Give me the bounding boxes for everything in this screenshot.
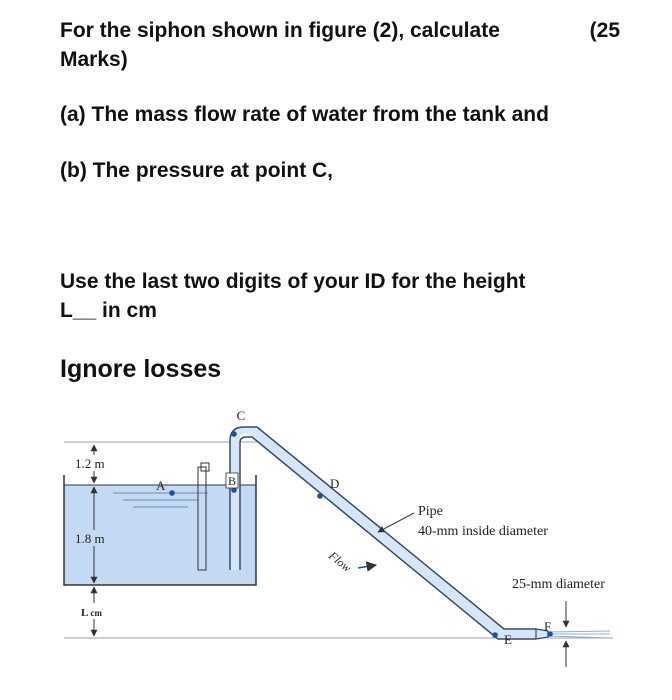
point-b-label: B [227,474,237,488]
point-a-dot [169,490,175,496]
pipe-label: Pipe [418,504,443,519]
point-c-dot [231,431,237,437]
dim-l-label: L cm [81,607,102,619]
point-d-dot [317,493,323,499]
point-d-label: D [330,476,340,491]
point-e-label: E [504,632,512,647]
ignore-losses-heading: Ignore losses [60,355,222,383]
question-line-1 [60,16,620,45]
dim-tank-label: 1.8 m [75,531,105,546]
pipe-diameter-label: 40-mm inside diameter [418,524,548,539]
question-text: For the siphon shown in figure (2), calculate [60,19,500,42]
point-a-label: A [156,478,166,493]
point-e-dot [492,632,498,638]
marks-label: (25 [589,19,620,42]
flow-arrow [358,565,376,568]
question-line-2: Marks) [60,48,128,71]
point-f-label: F [544,619,552,634]
pipe-leader-arrow [378,513,414,532]
nozzle-diameter-label: 25-mm diameter [512,577,605,592]
id-instruction-line-1: Use the last two digits of your ID for the height [60,270,526,293]
question-part-b: (b) The pressure at point C, [60,159,334,182]
id-instruction-line-2: L__ in cm [60,299,157,322]
jet-line [549,631,610,632]
question-part-a: (a) The mass flow rate of water from the tank and [60,103,549,126]
point-c-label: C [236,408,246,423]
dim-top-label: 1.2 m [75,456,105,471]
flow-label: Flow [326,548,355,575]
siphon-figure [58,405,618,675]
